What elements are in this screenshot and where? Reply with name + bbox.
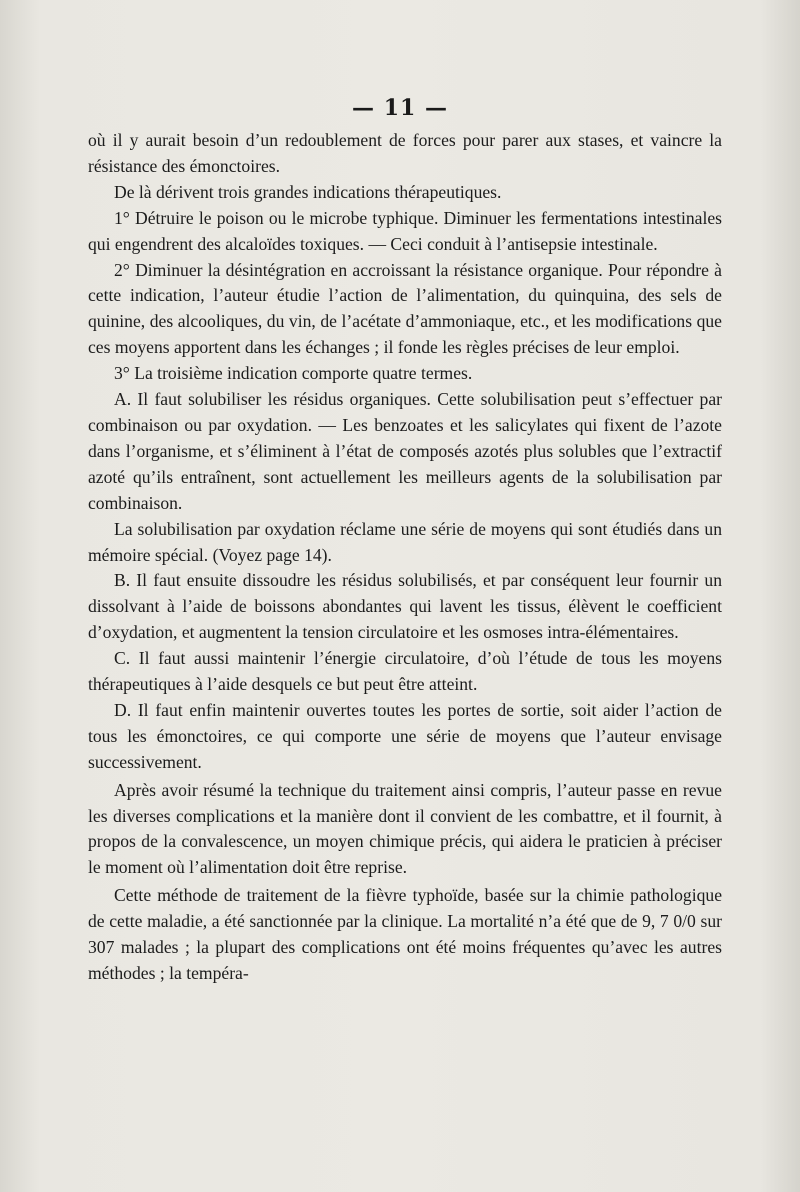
paragraph-continuation: où il y aurait besoin d’un redoublement de forces pour parer aux stases, et vaincre la résistance des émonctoires.	[88, 130, 722, 176]
paragraph-indication-3: 3° La troisième indication comporte quatre termes.	[114, 363, 473, 384]
paragraph-oxydation: La solubilisation par oxydation réclame une série de moyens qui sont étudiés dans un mémoire spécial. (Voyez page 14).	[88, 518, 722, 565]
paragraph-indications-intro: De là dérivent trois grandes indications thérapeutiques.	[114, 181, 502, 202]
paragraph-term-b: B. Il faut ensuite dissoudre les résidus solubilisés, et par conséquent leur fournir un dissolvant à l’aide de boissons abondantes qui lavent les tissus, élèvent le coefficient d’oxydation, et augmentent la tension circulatoire et les osmoses intra-élémentaires.	[88, 570, 722, 643]
paragraph-term-a: A. Il faut solubiliser les résidus organiques. Cette solubilisation peut s’effectuer par combinaison ou par oxydation. — Les benzoates et les salicylates qui fixent de l’azote dans l’organisme, et s’éliminent à l’état de composés azotés plus solubles que l’extractif azoté qu’ils entraînent, sont actuellement les meilleurs agents de la solubilisation par combinaison.	[88, 389, 722, 513]
paragraph-term-c: C. Il faut aussi maintenir l’énergie circulatoire, d’où l’étude de tous les moyens thérapeutiques à l’aide desquels ce but peut être atteint.	[88, 648, 722, 695]
paragraph-summary: Après avoir résumé la technique du traitement ainsi compris, l’auteur passe en revue les diverses complications et la manière dont il convient de les combattre, et il fournit, à propos de la convalescence, un moyen chimique précis, qui aidera le praticien à préciser le moment où l’alimentation doit être reprise.	[88, 779, 722, 878]
paragraph-results: Cette méthode de traitement de la fièvre typhoïde, basée sur la chimie pathologique de cette maladie, a été sanctionnée par la clinique. La mortalité n’a été que de 9, 7 0/0 sur 307 malades ; la plupart des complications ont été moins fréquentes qu’avec les autres méthodes ; la tempéra-	[88, 885, 722, 983]
paragraph-term-d: D. Il faut enfin maintenir ouvertes toutes les portes de sortie, soit aider l’action de tous les émonctoires, ce qui comporte une série de moyens que l’auteur envisage successivement.	[88, 699, 722, 772]
paragraph-indication-1: 1° Détruire le poison ou le microbe typhique. Diminuer les fermentations intestinales qui engendrent des alcaloïdes toxiques. — Ceci conduit à l’antisepsie intestinale.	[88, 207, 722, 254]
body-text	[88, 128, 722, 987]
page-number: — 11 —	[352, 95, 448, 121]
paragraph-indication-2: 2° Diminuer la désintégration en accroissant la résistance organique. Pour répondre à cette indication, l’auteur étudie l’action de l’alimentation, du quinquina, des sels de quinine, des alcooliques, du vin, de l’acétate d’ammoniaque, etc., et les modifications que ces moyens apportent dans les échanges ; il fonde les règles précises de leur emploi.	[88, 259, 722, 358]
